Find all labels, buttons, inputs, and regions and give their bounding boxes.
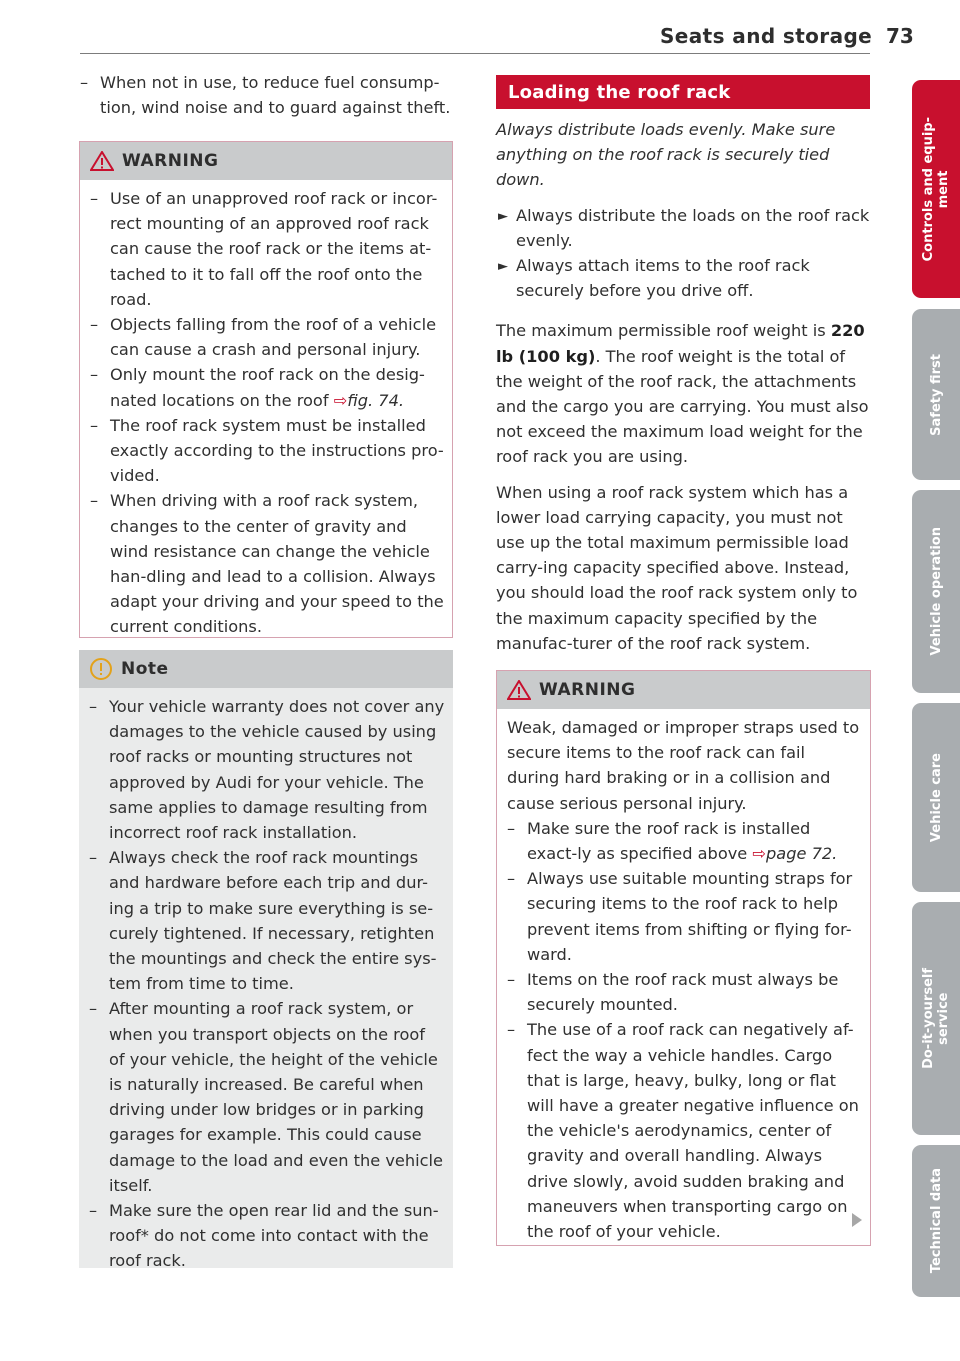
note-header xyxy=(79,650,453,688)
note-box xyxy=(79,650,453,1271)
list-item: – Always check the roof rack mountings and hardware before each trip and dur-ing a trip to make sure everything is se-curely tightened. If necessary, retighten the mountings and check the entire sys-tem from time to time. xyxy=(89,848,437,994)
warning-header xyxy=(497,671,870,709)
list-item: – Always use suitable mounting straps for securing items to the roof rack to help prevent items from shifting or flying for-ward. xyxy=(507,869,853,964)
note-label: Note xyxy=(121,659,169,679)
list-item: – The use of a roof rack can negatively af-fect the way a vehicle handles. Cargo that is large, heavy, bulky, long or flat will have a greater negative influence on the vehicle's aerodynamics, center of gravity and overall handling. Always drive slowly, avoid sudden braking and maneuvers when transporting cargo on the roof of your vehicle. xyxy=(507,1020,859,1242)
warning-triangle-icon xyxy=(507,680,531,700)
warning-body xyxy=(497,709,870,1252)
list-item: – When not in use, to reduce fuel consump-tion, wind noise and to guard against theft. xyxy=(80,73,451,118)
warning-intro: Weak, damaged or improper straps used to secure items to the roof rack can fail during hard braking or in a collision and cause serious personal injury. xyxy=(507,718,860,813)
arrow-right-icon: ⇨ xyxy=(333,390,348,410)
tab-do-it-yourself-service[interactable]: Do-it-yourself service xyxy=(912,902,960,1135)
section-title-bar xyxy=(496,75,870,109)
right-content xyxy=(496,117,870,656)
tab-controls-and-equipment[interactable]: Controls and equip- ment xyxy=(912,80,960,298)
arrow-right-icon: ⇨ xyxy=(752,844,766,864)
tab-technical-data[interactable]: Technical data xyxy=(912,1145,960,1297)
page-reference[interactable]: page 72. xyxy=(766,844,838,864)
intro-list xyxy=(80,70,452,120)
list-item: – Use of an unapproved roof rack or incor-rect mounting of an approved roof rack can cause the roof rack or the items at-tached to it to fall off the roof onto the road. xyxy=(90,189,438,309)
running-header-title: Seats and storage xyxy=(660,24,873,48)
figure-reference[interactable]: fig. 74. xyxy=(347,390,405,410)
tab-vehicle-care[interactable]: Vehicle care xyxy=(912,703,960,892)
tab-safety-first[interactable]: Safety first xyxy=(912,309,960,480)
continue-arrow-icon xyxy=(852,1213,862,1227)
list-item: – When driving with a roof rack system, changes to the center of gravity and wind resistance can change the vehicle han-dling and lead to a collision. Always adapt your driving and your speed to the current conditions. xyxy=(90,491,444,637)
list-item: – The roof rack system must be installed exactly according to the instructions pro-vided. xyxy=(90,415,444,486)
section-title: Loading the roof rack xyxy=(508,81,731,103)
paragraph: The maximum permissible roof weight is 220 lb (100 kg). The roof weight is the total of the weight of the roof rack, the attachments and the cargo you are carrying. You must also not exceed the maximum load weight for the roof rack you are using. xyxy=(496,321,869,467)
warning-box-left xyxy=(79,141,453,638)
paragraph: When using a roof rack system which has a lower load carrying capacity, you must not use up the total maximum permissible load carry-ing capacity specified above. Instead, you should load the roof rack system only to the maximum capacity specified by the manufac-turer of the roof rack system. xyxy=(496,482,858,653)
list-item: – Objects falling from the roof of a vehicle can cause a crash and personal injury. xyxy=(90,315,437,360)
info-circle-icon xyxy=(89,657,113,681)
warning-label: WARNING xyxy=(122,151,219,171)
step-item: ► Always distribute the loads on the roof rack evenly. xyxy=(498,205,870,250)
lead-text: Always distribute loads evenly. Make sure anything on the roof rack is securely tied down. xyxy=(496,120,836,190)
warning-body xyxy=(80,180,452,648)
warning-box-right xyxy=(496,670,871,1246)
warning-label: WARNING xyxy=(539,680,636,700)
warning-header xyxy=(80,142,452,180)
warning-triangle-icon xyxy=(90,151,114,171)
step-item: ► Always attach items to the roof rack securely before you drive off. xyxy=(498,256,810,301)
list-item: – Your vehicle warranty does not cover any damages to the vehicle caused by using roof racks or mounting structures not approved by Audi for your vehicle. The same applies to damage resulting from incorrect roof rack installation. xyxy=(89,697,445,843)
list-item: – Make sure the roof rack is installed exact-ly as specified above ⇨page 72. xyxy=(507,818,838,864)
tab-vehicle-operation[interactable]: Vehicle operation xyxy=(912,490,960,693)
note-body xyxy=(79,688,453,1282)
list-item: – Make sure the open rear lid and the sun-roof* do not come into contact with the roof rack. xyxy=(89,1201,439,1271)
page-number: 73 xyxy=(886,24,914,48)
list-item: – Items on the roof rack must always be securely mounted. xyxy=(507,970,839,1015)
header-rule xyxy=(80,53,870,54)
list-item: – Only mount the roof rack on the desig-nated locations on the roof ⇨fig. 74. xyxy=(90,365,425,410)
list-item: – After mounting a roof rack system, or when you transport objects on the roof of your vehicle, the height of the vehicle is naturally increased. Be careful when driving under low bridges or in parking garages for example. This could cause damage to the load and even the vehicle itself. xyxy=(89,999,443,1195)
